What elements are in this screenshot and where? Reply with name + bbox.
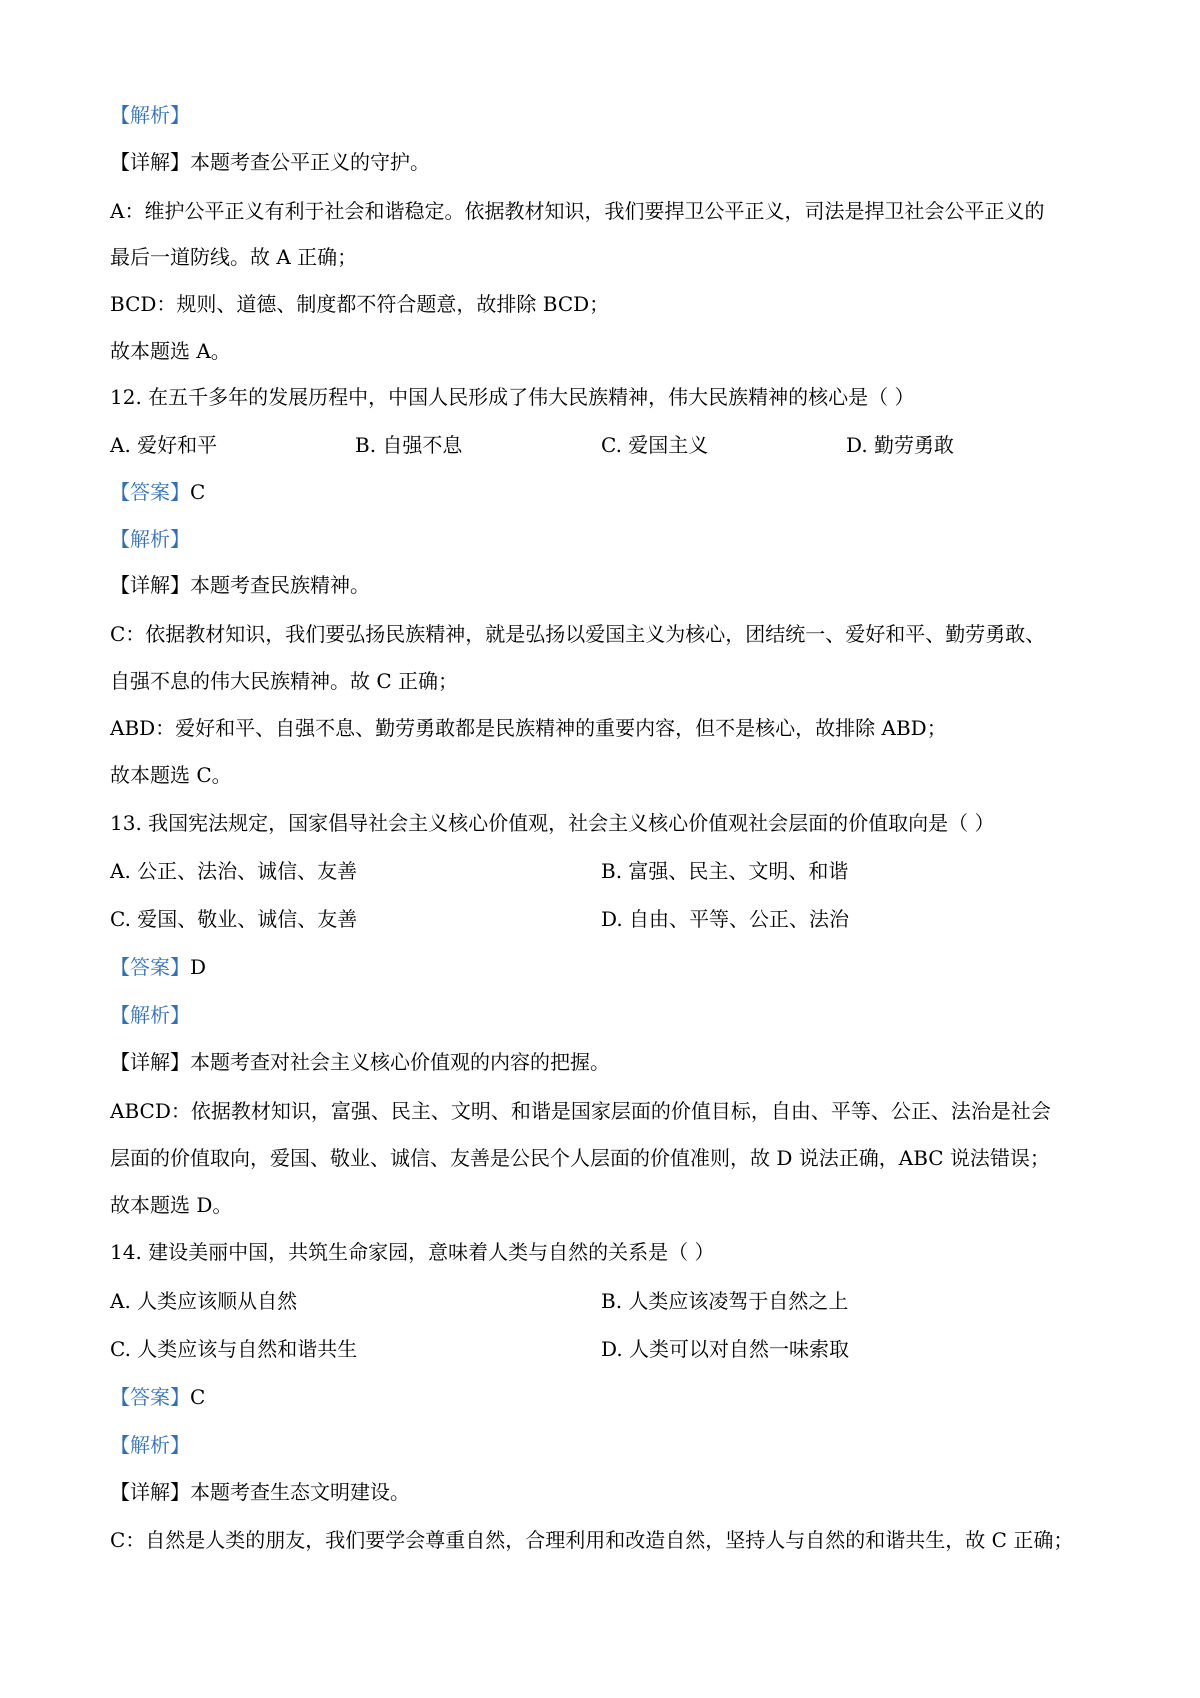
explanation-line: 最后一道防线。故 A 正确； [110, 245, 358, 269]
option-a: A. 公正、法治、诚信、友善 [110, 859, 358, 883]
answer-line [110, 478, 1110, 506]
conclusion-line: 故本题选 C。 [110, 763, 232, 787]
analysis-heading: 【解析】 [110, 1433, 190, 1457]
analysis-heading: 【解析】 [110, 527, 190, 551]
detail-heading: 【详解】本题考查对社会主义核心价值观的内容的把握。 [110, 1050, 610, 1074]
option-c: C. 人类应该与自然和谐共生 [110, 1337, 358, 1361]
option-d: D. 人类可以对自然一味索取 [601, 1337, 850, 1361]
conclusion-line: 故本题选 D。 [110, 1193, 233, 1217]
explanation-line: C：自然是人类的朋友，我们要学会尊重自然，合理利用和改造自然，坚持人与自然的和谐共生，故 C 正确； [110, 1528, 1074, 1552]
detail-heading: 【详解】本题考查民族精神。 [110, 573, 370, 597]
explanation-line: A：维护公平正义有利于社会和谐稳定。依据教材知识，我们要捍卫公平正义，司法是捍卫社会公平正义的 [110, 199, 1045, 223]
explanation-line: C：依据教材知识，我们要弘扬民族精神，就是弘扬以爱国主义为核心，团结统一、爱好和平、勤劳勇敢、 [110, 622, 1046, 646]
question-stem: 14. 建设美丽中国，共筑生命家园，意味着人类与自然的关系是（ ） [110, 1240, 715, 1264]
question-stem: 13. 我国宪法规定，国家倡导社会主义核心价值观，社会主义核心价值观社会层面的价值取向是（ ） [110, 811, 995, 835]
detail-heading: 【详解】本题考查生态文明建设。 [110, 1480, 410, 1504]
answer-line [110, 1383, 1110, 1411]
option-b: B. 人类应该凌驾于自然之上 [601, 1289, 849, 1313]
answer-value: C [190, 1385, 206, 1409]
conclusion-line: 故本题选 A。 [110, 339, 231, 363]
explanation-line: 层面的价值取向，爱国、敬业、诚信、友善是公民个人层面的价值准则，故 D 说法正确，ABC 说法错误； [110, 1146, 1050, 1170]
option-b: B. 富强、民主、文明、和谐 [601, 859, 849, 883]
option-d: D. 勤劳勇敢 [846, 433, 955, 457]
option-b: B. 自强不息 [355, 433, 463, 457]
analysis-heading: 【解析】 [110, 103, 190, 127]
option-d: D. 自由、平等、公正、法治 [601, 907, 850, 931]
answer-line [110, 953, 1110, 981]
question-stem: 12. 在五千多年的发展历程中，中国人民形成了伟大民族精神，伟大民族精神的核心是（ ） [110, 385, 915, 409]
option-a: A. 人类应该顺从自然 [110, 1289, 298, 1313]
explanation-line: 自强不息的伟大民族精神。故 C 正确； [110, 669, 459, 693]
answer-tag: 【答案】 [110, 955, 190, 979]
analysis-heading: 【解析】 [110, 1003, 190, 1027]
answer-value: D [190, 955, 207, 979]
explanation-line: BCD：规则、道德、制度都不符合题意，故排除 BCD； [110, 292, 610, 316]
option-a: A. 爱好和平 [110, 433, 218, 457]
explanation-line: ABCD：依据教材知识，富强、民主、文明、和谐是国家层面的价值目标，自由、平等、公正、法治是社会 [110, 1099, 1051, 1123]
detail-heading: 【详解】本题考查公平正义的守护。 [110, 150, 430, 174]
explanation-line: ABD：爱好和平、自强不息、勤劳勇敢都是民族精神的重要内容，但不是核心，故排除 ABD； [110, 716, 947, 740]
option-c: C. 爱国主义 [601, 433, 709, 457]
answer-tag: 【答案】 [110, 1385, 190, 1409]
answer-tag: 【答案】 [110, 480, 190, 504]
answer-value: C [190, 480, 206, 504]
option-c: C. 爱国、敬业、诚信、友善 [110, 907, 358, 931]
